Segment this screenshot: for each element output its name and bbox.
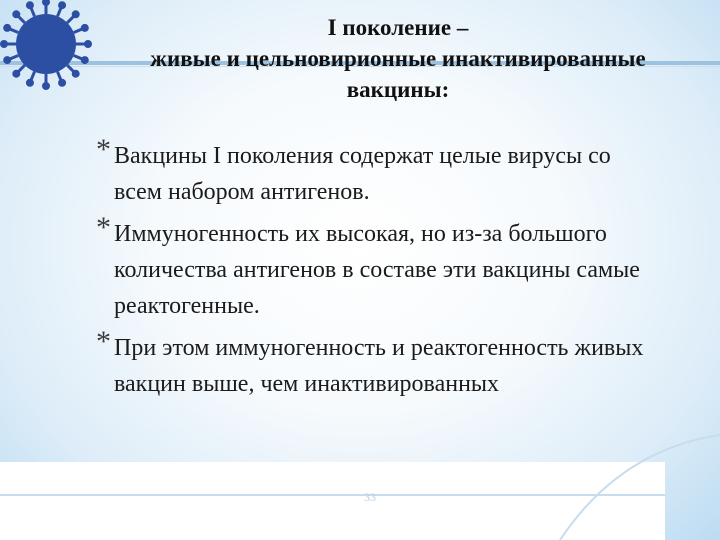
bullet-item xyxy=(96,325,656,402)
title-line-2: живые и цельновирионные инактивированные xyxy=(150,46,646,71)
decorative-arc xyxy=(540,430,720,540)
bullet-text: Вакцины I поколения содержат целые вирусы со всем набором антигенов. xyxy=(114,143,611,205)
bullet-item xyxy=(96,211,656,324)
bullet-marker: * xyxy=(96,133,111,166)
bullet-item xyxy=(96,133,656,210)
bullet-text: При этом иммуногенность и реактогенность живых вакцин выше, чем инактивированных xyxy=(114,335,644,397)
title-line-1: I поколение – xyxy=(327,15,469,40)
slide-title xyxy=(88,12,708,105)
bullet-list xyxy=(96,133,656,408)
virus-icon xyxy=(0,0,100,100)
title-line-3: вакцины: xyxy=(346,77,450,102)
page-number: 33 xyxy=(364,490,376,504)
bullet-marker: * xyxy=(96,211,111,244)
bullet-marker: * xyxy=(96,325,111,358)
bullet-text: Иммуногенность их высокая, но из-за большого количества антигенов в составе эти вакцины самые реактогенные. xyxy=(114,221,640,319)
